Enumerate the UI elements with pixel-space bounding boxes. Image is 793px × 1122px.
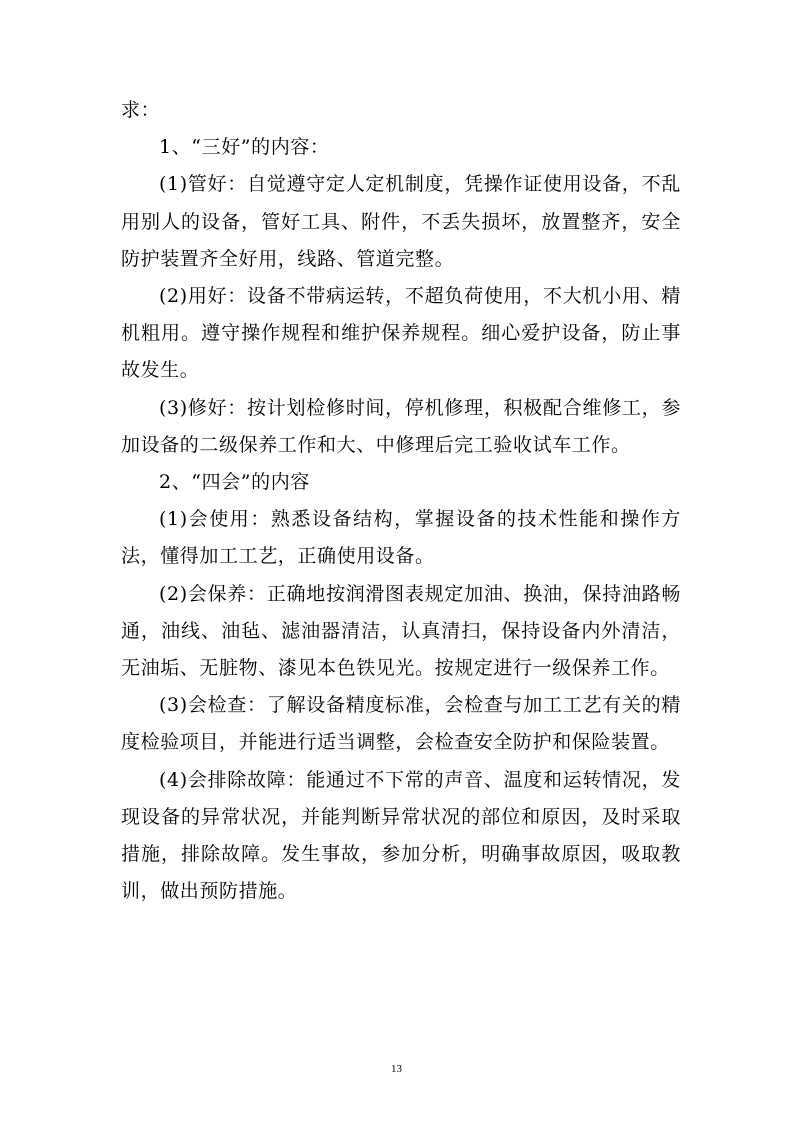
heading-three-goods: 1、“三好”的内容： [159, 136, 330, 159]
paragraph-repair-well: (3)修好：按计划检修时间，停机修理，积极配合维修工，参加设备的二级保养工作和大、中修理后完工验收试车工作。 [121, 396, 681, 456]
paragraph-can-use: (1)会使用：熟悉设备结构，掌握设备的技术性能和操作方法，懂得加工工艺，正确使用设备。 [121, 508, 681, 568]
paragraph-continuation: 求： [121, 99, 161, 121]
paragraph-can-maintain: (2)会保养：正确地按润滑图表规定加油、换油，保持油路畅通，油线、油毡、滤油器清洁，认真清扫，保持设备内外清洁，无油垢、无脏物、漆见本色铁见光。按规定进行一级保养工作。 [121, 582, 681, 680]
heading-four-abilities: 2、“四会”的内容 [159, 471, 310, 494]
body-text [121, 92, 681, 910]
paragraph-can-inspect: (3)会检查：了解设备精度标准，会检查与加工工艺有关的精度检验项目，并能进行适当调整，会检查安全防护和保险装置。 [121, 694, 681, 754]
paragraph-use-well: (2)用好：设备不带病运转，不超负荷使用，不大机小用、精机粗用。遵守操作规程和维护保养规程。细心爱护设备，防止事故发生。 [121, 285, 681, 382]
paragraph-manage-well: (1)管好：自觉遵守定人定机制度，凭操作证使用设备，不乱用别人的设备，管好工具、附件，不丢失损坏，放置整齐，安全防护装置齐全好用，线路、管道完整。 [121, 173, 681, 270]
page-number: 13 [391, 1063, 402, 1075]
paragraph-can-troubleshoot: (4)会排除故障：能通过不下常的声音、温度和运转情况，发现设备的异常状况，并能判断异常状况的部位和原因，及时采取措施，排除故障。发生事故，参加分析，明确事故原因，吸取教训，做出预防措施。 [121, 768, 681, 903]
